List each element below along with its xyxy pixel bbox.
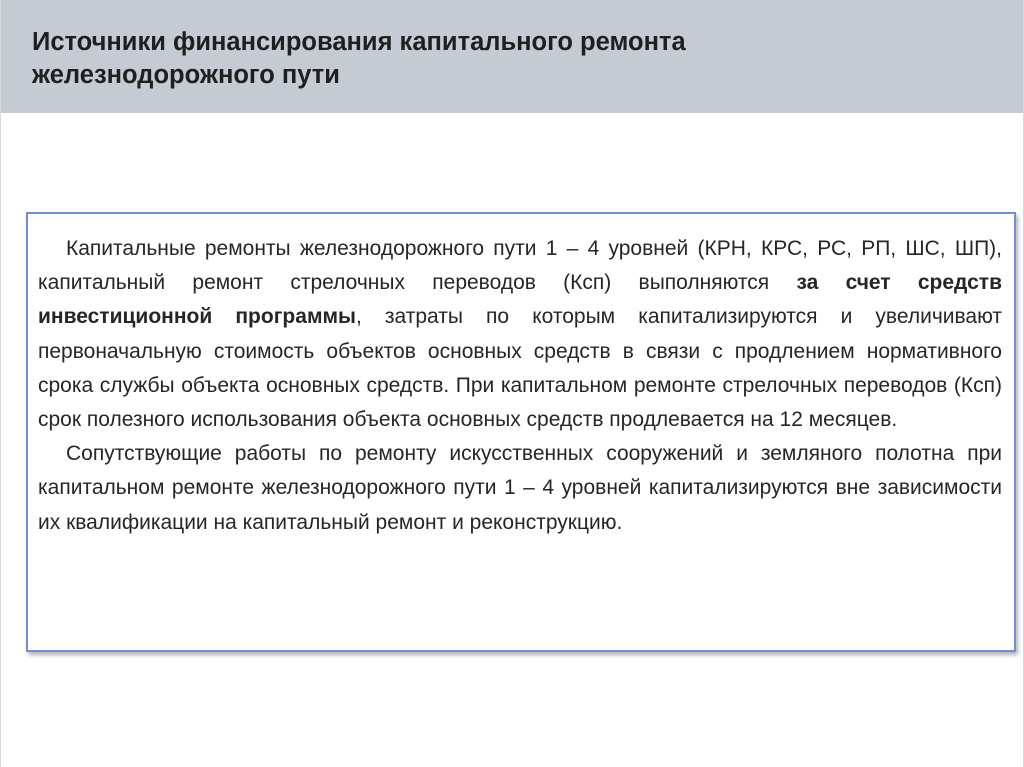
paragraph-1-text-a: Капитальные ремонты железнодорожного пути 1 – 4 уровней (КРН, КРС, РС, РП, ШС, ШП), капитальный ремонт стрелочных переводов (Ксп) выполняются (38, 237, 1002, 295)
paragraph-1-text-b: , затраты по которым капитализируются и увеличивают первоначальную стоимость объектов основных средств в связи с продлением нормативного срока службы объекта основных средств. При капитальном ремонте стрелочных переводов (Ксп) срок полезного использования объекта основных средств продлевается на 12 месяцев. (38, 305, 1002, 432)
paragraph-2: Сопутствующие работы по ремонту искусственных сооружений и земляного полотна при капитальном ремонте железнодорожного пути 1 – 4 уровней капитализируются вне зависимости их квалификации на капитальный ремонт и реконструкцию. (38, 442, 1002, 534)
slide-title-line-1: Источники финансирования капитального ремонта (32, 28, 686, 56)
paragraph-1 (38, 232, 1002, 437)
title-bar (1, 0, 1023, 113)
slide-title (32, 26, 1023, 92)
paragraph-1-bold-phrase: за счет средств инвестиционной программы (38, 271, 1002, 329)
content-textbox (26, 212, 1016, 652)
slide-title-line-2: железнодорожного пути (32, 61, 340, 89)
